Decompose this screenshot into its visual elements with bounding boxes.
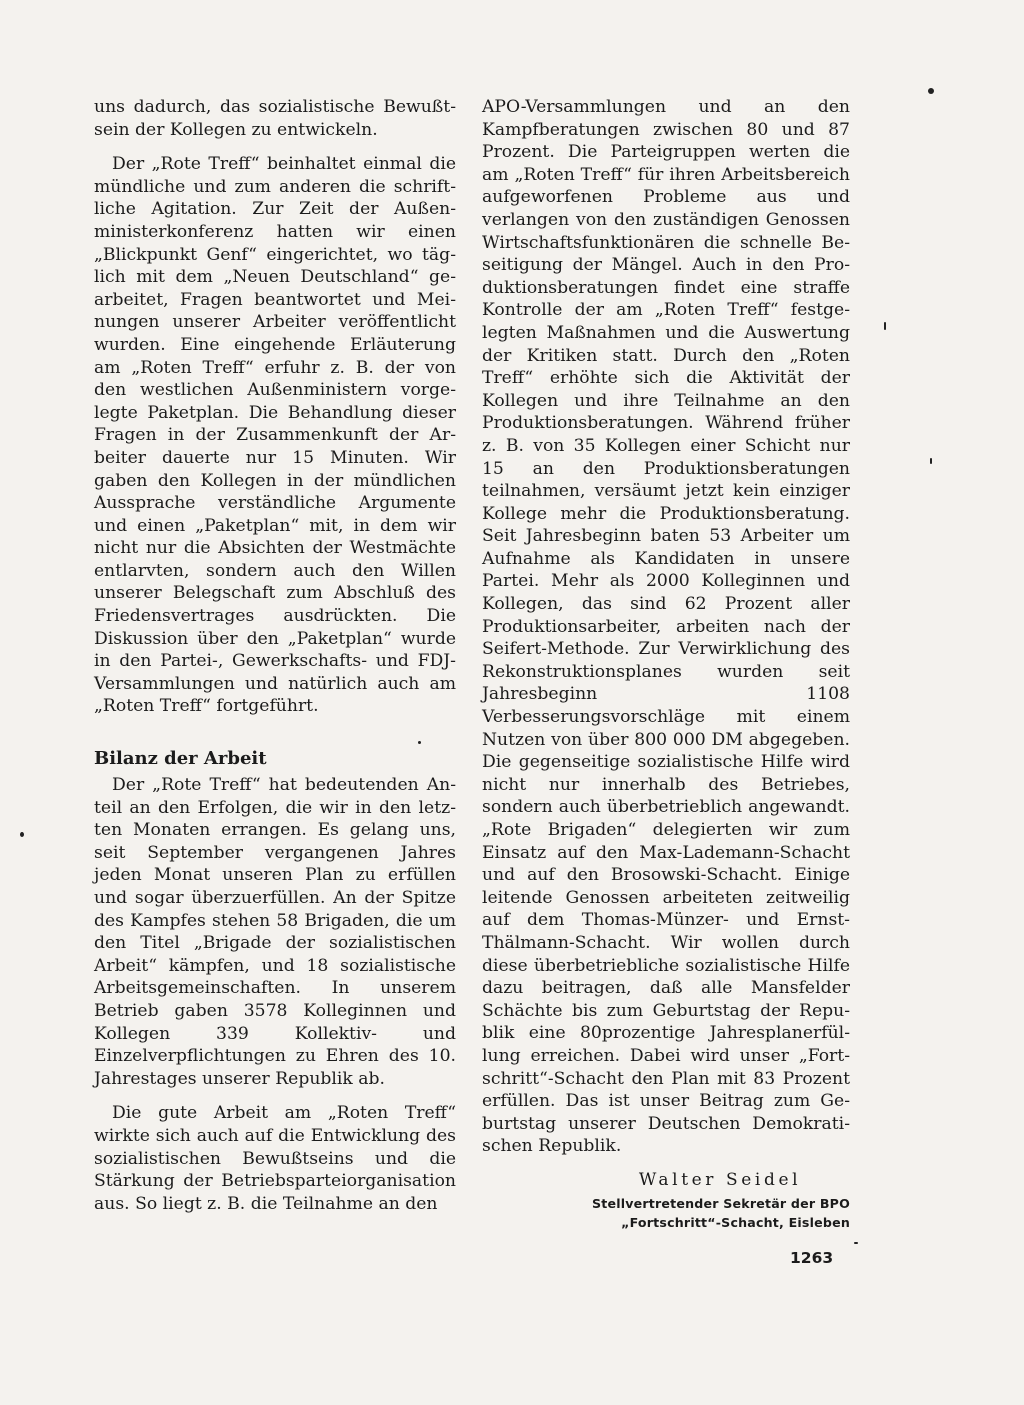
signature-block	[560, 1170, 850, 1232]
scan-speck	[884, 322, 886, 330]
author-place: „Fortschritt“-Schacht, Eisleben	[621, 1215, 850, 1230]
right-column	[482, 96, 850, 1158]
author-name: Walter Seidel	[638, 1170, 802, 1190]
left-column	[94, 96, 456, 1215]
paragraph: APO-Versammlungen und an den Kampfberatungen zwischen 80 und 87 Prozent. Die Parteigruppen werten die am „Roten Treff“ für ihren Arbeitsbereich aufgeworfenen Probleme aus und verlangen von den zuständigen Genossen Wirtschaftsfunktionären die schnelle Beseitigung der Mängel. Auch in den Produktionsberatungen findet eine straffe Kontrolle der am „Roten Treff“ festgelegten Maßnahmen und die Auswertung der Kritiken statt. Durch den „Roten Treff“ erhöhte sich die Aktivität der Kollegen und ihre Teilnahme an den Produktionsberatungen. Während früher z. B. von 35 Kollegen einer Schicht nur 15 an den Produktionsberatungen teilnahmen, versäumt jetzt kein einziger Kollege mehr die Produktionsberatung. Seit Jahresbeginn baten 53 Arbeiter um Aufnahme als Kandidaten in unsere Partei. Mehr als 2000 Kolleginnen und Kollegen, das sind 62 Prozent aller Produktionsarbeiter, arbeiten nach der Seifert-Methode. Zur Verwirklichung des Rekonstruktionsplanes wurden seit Jahresbeginn 1108 Verbesserungsvorschläge mit einem Nutzen von über 800 000 DM abgegeben. Die gegenseitige sozialistische Hilfe wird nicht nur innerhalb des Betriebes, sondern auch überbetrieblich angewandt. „Rote Brigaden“ delegierten wir zum Einsatz auf den Max-Lademann-Schacht und auf den Brosowski-Schacht. Einige leitende Genossen arbeiteten zeitweilig auf dem Thomas-Münzer- und Ernst-Thälmann-Schacht. Wir wollen durch diese überbetriebliche sozialistische Hilfe dazu beitragen, daß alle Mansfelder Schächte bis zum Geburtstag der Republik eine 80prozentige Jahresplanerfüllung erreichen. Dabei wird unser „Fortschritt“-Schacht den Plan mit 83 Prozent erfüllen. Das ist unser Beitrag zum Geburtstag unserer Deutschen Demokratischen Republik.	[482, 97, 850, 1157]
scan-speck	[20, 832, 24, 837]
paragraph: Der „Rote Treff“ beinhaltet einmal die mündliche und zum anderen die schriftliche Agitation. Zur Zeit der Außenministerkonferenz hatten wir einen „Blickpunkt Genf“ eingerichtet, wo täglich mit dem „Neuen Deutschland“ gearbeitet, Fragen beantwortet und Meinungen unserer Arbeiter veröffentlicht wurden. Eine eingehende Erläuterung am „Roten Treff“ erfuhr z. B. der von den westlichen Außenministern vorgelegte Paketplan. Die Behandlung dieser Fragen in der Zusammenkunft der Arbeiter dauerte nur 15 Minuten. Wir gaben den Kollegen in der mündlichen Aussprache verständliche Argumente und einen „Paketplan“ mit, in dem wir nicht nur die Absichten der Westmächte entlarvten, sondern auch den Willen unserer Belegschaft zum Abschluß des Friedensvertrages ausdrückten. Die Diskussion über den „Paketplan“ wurde in den Partei-, Gewerkschafts- und FDJ-Versammlungen und natürlich auch am „Roten Treff“ fortgeführt.	[94, 154, 456, 717]
scan-speck	[930, 458, 932, 464]
scan-speck	[928, 88, 934, 94]
paragraph: Der „Rote Treff“ hat bedeutenden Anteil an den Erfolgen, die wir in den letzten Monaten errangen. Es gelang uns, seit September vergangenen Jahres jeden Monat unseren Plan zu erfüllen und sogar überzuerfüllen. An der Spitze des Kampfes stehen 58 Brigaden, die um den Titel „Brigade der sozialistischen Arbeit“ kämpfen, und 18 sozialistische Arbeitsgemeinschaften. In unserem Betrieb gaben 3578 Kolleginnen und Kollegen 339 Kollektiv- und Einzelverpflichtungen zu Ehren des 10. Jahrestages unserer Republik ab.	[94, 775, 456, 1089]
scan-speck	[418, 741, 421, 744]
scan-speck	[854, 1242, 858, 1244]
page-number: 1263	[790, 1249, 834, 1267]
section-heading: Bilanz der Arbeit	[94, 748, 267, 770]
author-role: Stellvertretender Sekretär der BPO	[591, 1196, 850, 1211]
paragraph: uns dadurch, das sozialistische Bewußtsein der Kollegen zu entwickeln.	[94, 97, 456, 140]
paragraph: Die gute Arbeit am „Roten Treff“ wirkte sich auch auf die Entwicklung des sozialistischen Bewußtseins und die Stärkung der Betriebsparteiorganisation aus. So liegt z. B. die Teilnahme an den	[94, 1103, 456, 1214]
